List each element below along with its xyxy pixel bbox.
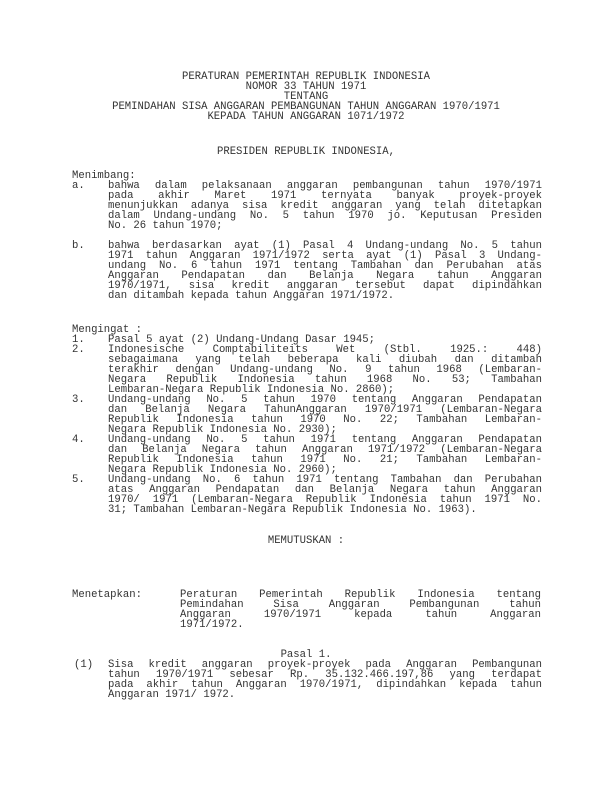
text-line: Anggaran 1970/1971 kepada tahun Anggaran [180, 609, 541, 622]
ayat-text [108, 660, 542, 700]
memutuskan-heading: MEMUTUSKAN : [267, 535, 345, 547]
menetapkan-label: Menetapkan: [72, 589, 142, 601]
text-line: menunjukkan adanya sisa kredit anggaran yang telah ditetapkan [108, 200, 542, 213]
item-marker: 4. [72, 434, 85, 446]
text-line: No. 26 tahun 1970; [108, 220, 223, 233]
text-line: Anggaran 1971/ 1972. [108, 689, 236, 702]
pasal-1-heading: Pasal 1. [280, 649, 332, 661]
text-line: Peraturan Pemerintah Republik Indonesia tentang [180, 589, 541, 601]
text-line: undang No. 6 tahun 1971 tentang Tambahan dan Perubahan atas [108, 260, 542, 273]
text-line: pada akhir tahun Anggaran 1970/1971, dipindahkan kepada tahun [108, 679, 542, 692]
text-line: 1970/1971, sisa kredit anggaran tersebut dapat dipindahkan [108, 280, 542, 293]
item-text [108, 181, 542, 231]
text-line: dalam Undang-undang No. 5 tahun 1970 jo. Keputusan Presiden [108, 210, 542, 223]
text-line: Anggaran Pendapatan dan Belanja Negara tahun Anggaran [108, 270, 542, 283]
text-line: dan Belanja Negara TahunAnggaran 1970/1971 (Lembaran-Negara [108, 404, 542, 417]
text-line: Republik Indonesia tahun 1971 No. 21; Tambahan Lembaran- [108, 454, 542, 467]
title-line: PERATURAN PEMERINTAH REPUBLIK INDONESIA [182, 71, 430, 83]
text-line: 31; Tambahan Lembaran-Negara Republik Indonesia No. 1963). [108, 504, 477, 517]
title-line: NOMOR 33 TAHUN 1971 [245, 81, 367, 94]
text-line: Republik Indonesia tahun 1970 No. 22; Tambahan Lembaran- [108, 414, 542, 427]
menimbang-label: Menimbang: [72, 170, 136, 182]
item-text [108, 475, 542, 515]
text-line: Pasal 5 ayat (2) Undang-Undang Dasar 1945; [108, 334, 376, 346]
text-line: Negara Republik Indonesia No. 2960); [108, 464, 337, 477]
text-line: Undang-undang No. 6 tahun 1971 tentang Tambahan dan Perubahan [108, 474, 542, 486]
president-heading: PRESIDEN REPUBLIK INDONESIA, [216, 146, 395, 158]
title-line: TENTANG [283, 91, 329, 104]
text-line: dan Belanja Negara tahun Anggaran 1971/1972 (Lembaran-Negara [108, 444, 542, 457]
text-line: tahun 1970/1971 sebesar Rp. 35.132.466.197,86 yang terdapat [108, 669, 542, 682]
title-line: PEMINDAHAN SISA ANGGARAN PEMBANGUNAN TAHUN ANGGARAN 1970/1971 [112, 101, 500, 114]
item-marker: 5. [72, 474, 85, 486]
item-text [108, 345, 542, 395]
text-line: Sisa kredit anggaran proyek-proyek pada Anggaran Pembangunan [108, 659, 542, 671]
text-line: atas Anggaran Pendapatan dan Belanja Negara tahun Anggaran [108, 484, 542, 497]
text-line: 1970/ 1971 (Lembaran-Negara Republik Indonesia tahun 1971 No. [108, 494, 542, 507]
text-line: sebagaimana yang telah beberapa kali diubah dan ditambah [108, 354, 542, 367]
text-line: dan ditambah kepada tahun Anggaran 1971/1972. [108, 290, 395, 303]
regulation-title [60, 72, 552, 122]
item-marker: a. [72, 180, 85, 192]
item-marker: b. [72, 240, 85, 252]
text-line: Negara Republik Indonesia tahun 1968 No. 53; Tambahan [108, 374, 542, 387]
text-line: bahwa dalam pelaksanaan anggaran pembangunan tahun 1970/1971 [108, 180, 542, 192]
title-line: KEPADA TAHUN ANGGARAN 1071/1972 [207, 111, 405, 124]
text-line: Undang-undang No. 5 tahun 1971 tentang Anggaran Pendapatan [108, 434, 542, 446]
item-text [108, 241, 542, 302]
item-marker: 3. [72, 394, 85, 406]
text-line: pada akhir Maret 1971 ternyata banyak proyek-proyek [108, 190, 542, 203]
text-line: Negara Republik Indonesia No. 2930); [108, 424, 337, 437]
item-text [108, 395, 542, 435]
ayat-marker: (1) [74, 659, 94, 671]
text-line: 1971 tahun Anggaran 1971/1972 serta ayat (1) Pasal 3 Undang- [108, 250, 542, 263]
item-marker: 2. [72, 344, 85, 356]
text-line: Undang-undang No. 5 tahun 1970 tentang Anggaran Pendapatan [108, 394, 542, 406]
text-line: terakhir dengan Undang-undang No. 9 tahun 1968 (Lembaran- [108, 364, 542, 377]
text-line: Lembaran-Negara Republik Indonesia No. 2860); [108, 384, 395, 397]
text-line: Pemindahan Sisa Anggaran Pembangunan tahun [180, 599, 541, 612]
text-line: Indonesische Comptabiliteits Wet (Stbl. 1925.: 448) [108, 344, 542, 356]
text-line: 1971/1972. [180, 619, 244, 632]
menetapkan-text [180, 590, 541, 630]
text-line: bahwa berdasarkan ayat (1) Pasal 4 Undang-undang No. 5 tahun [108, 240, 542, 252]
item-text [108, 435, 542, 475]
mengingat-label: Mengingat : [72, 324, 142, 336]
item-marker: 1. [72, 334, 85, 346]
